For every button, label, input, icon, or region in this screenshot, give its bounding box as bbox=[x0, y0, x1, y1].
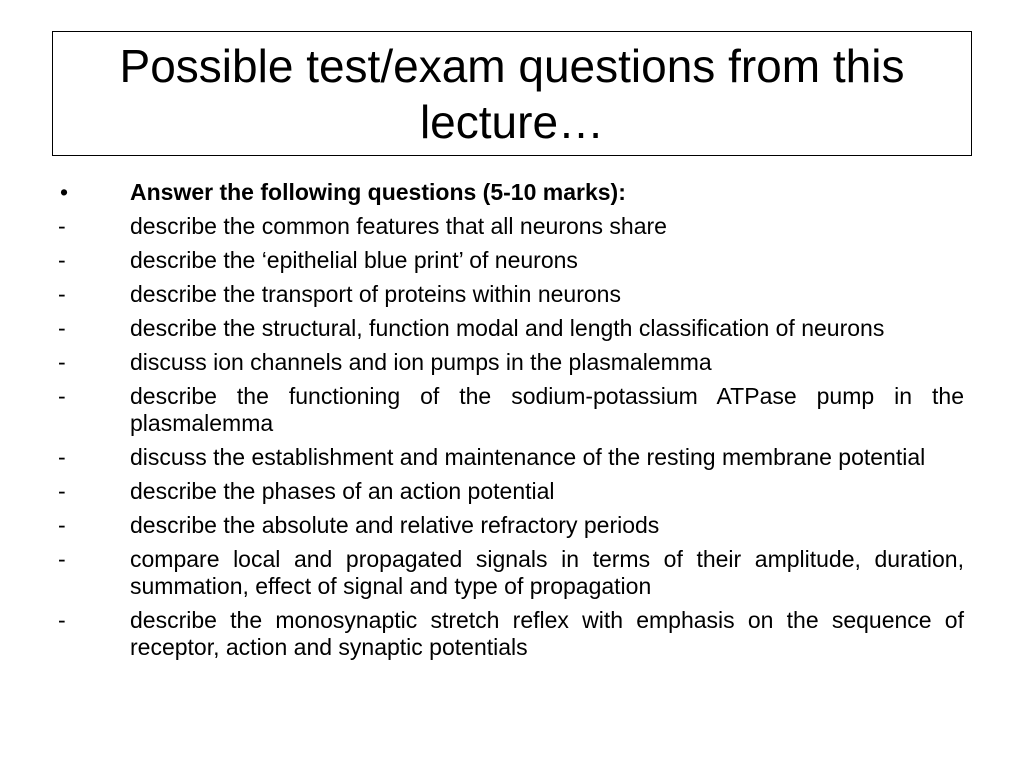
list-item-text: describe the functioning of the sodium-potassium ATPase pump in the plasmalemma bbox=[130, 383, 964, 436]
dash-marker: - bbox=[58, 546, 66, 572]
list-item bbox=[58, 247, 964, 274]
list-item-text: describe the structural, function modal and length classification of neurons bbox=[130, 315, 885, 341]
list-item-text: describe the phases of an action potential bbox=[130, 478, 555, 504]
dash-marker: - bbox=[58, 512, 66, 538]
list-heading-text: Answer the following questions (5-10 marks): bbox=[130, 179, 626, 205]
list-item bbox=[58, 315, 964, 342]
list-item-text: discuss the establishment and maintenance of the resting membrane potential bbox=[130, 444, 926, 470]
list-heading bbox=[58, 179, 964, 206]
dash-marker: - bbox=[58, 349, 66, 375]
dash-marker: - bbox=[58, 213, 66, 239]
list-item-text: discuss ion channels and ion pumps in the plasmalemma bbox=[130, 349, 712, 375]
list-item-text: describe the ‘epithelial blue print’ of neurons bbox=[130, 247, 578, 273]
list-item bbox=[58, 349, 964, 376]
list-item bbox=[58, 213, 964, 240]
list-item-text: describe the absolute and relative refractory periods bbox=[130, 512, 660, 538]
list-item-text: describe the monosynaptic stretch reflex with emphasis on the sequence of receptor, action and synaptic potentials bbox=[130, 607, 964, 660]
list-item-text: describe the transport of proteins within neurons bbox=[130, 281, 621, 307]
list-item bbox=[58, 281, 964, 308]
dash-marker: - bbox=[58, 247, 66, 273]
dash-marker: - bbox=[58, 281, 66, 307]
list-item bbox=[58, 546, 964, 600]
slide-title: Possible test/exam questions from this lecture… bbox=[119, 39, 905, 148]
list-item bbox=[58, 478, 964, 505]
dash-marker: - bbox=[58, 315, 66, 341]
list-item bbox=[58, 383, 964, 437]
title-box bbox=[52, 31, 972, 156]
bullet-marker: • bbox=[60, 179, 69, 205]
dash-marker: - bbox=[58, 444, 66, 470]
list-item-text: describe the common features that all neurons share bbox=[130, 213, 667, 239]
list-item-text: compare local and propagated signals in terms of their amplitude, duration, summation, effect of signal and type of propagation bbox=[130, 546, 964, 599]
list-item bbox=[58, 444, 964, 471]
dash-marker: - bbox=[58, 478, 66, 504]
question-list bbox=[58, 179, 964, 668]
list-item bbox=[58, 512, 964, 539]
list-item bbox=[58, 607, 964, 661]
dash-marker: - bbox=[58, 607, 66, 633]
dash-marker: - bbox=[58, 383, 66, 409]
